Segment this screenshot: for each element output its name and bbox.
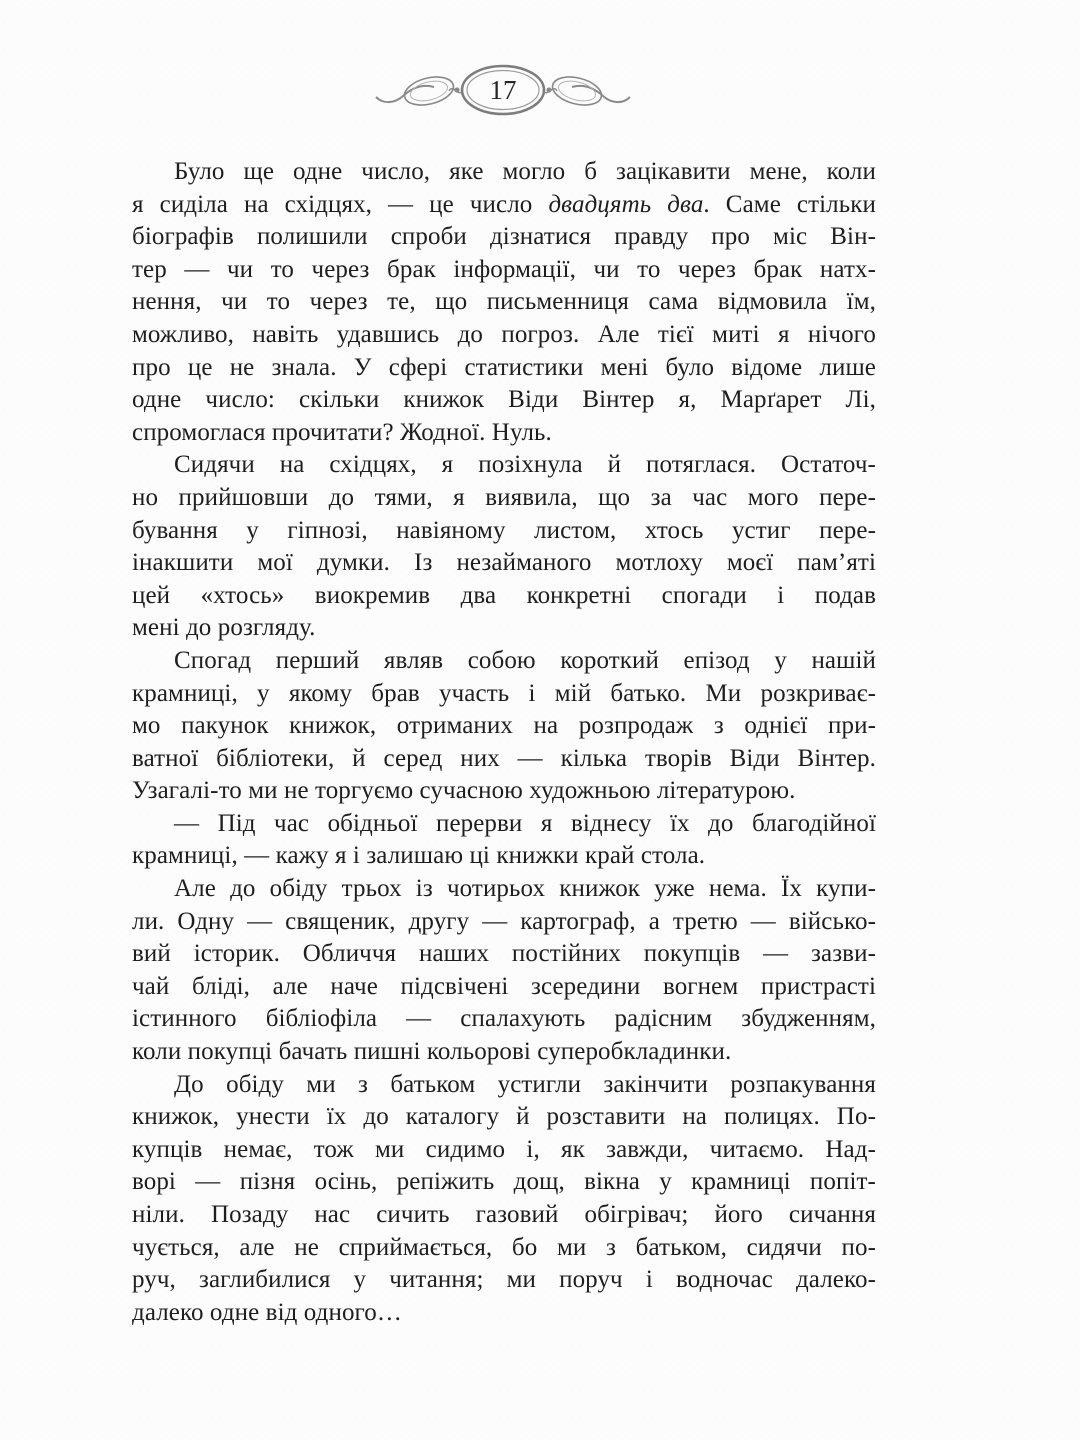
- text-segment: бування у гіпнозі, навіяному листом, хтось устиг пере-: [132, 516, 876, 544]
- text-segment: но прийшовши до тями, я виявила, що за час мого пере-: [132, 483, 876, 511]
- text-segment: можливо, навіть удавшись до погроз. Але тієї миті я нічого: [132, 320, 876, 348]
- text-line: [132, 286, 876, 319]
- text-line: [132, 873, 876, 906]
- text-segment: книжок, унести їх до каталогу й розставити на полицях. По-: [132, 1103, 876, 1131]
- text-segment: біографів полишили спроби дізнатися правду про міс Він-: [132, 223, 876, 251]
- text-line: [132, 547, 876, 580]
- text-line: [132, 482, 876, 515]
- text-line: [132, 612, 876, 645]
- text-line: [132, 1134, 876, 1167]
- text-segment: цей «хтось» виокремив два конкретні спогади і подав: [132, 581, 876, 609]
- text-segment: чай бліді, але наче підсвічені зсередини вогнем пристрасті: [132, 972, 876, 1000]
- text-line: [132, 840, 876, 873]
- text-segment: руч, заглибилися у читання; ми поруч і водночас далеко-: [132, 1266, 876, 1294]
- text-segment: мо пакунок книжок, отриманих на розпродаж з однієї при-: [132, 712, 876, 740]
- text-line: [132, 1232, 876, 1265]
- text-line: [132, 971, 876, 1004]
- paragraph: [132, 808, 876, 873]
- text-line: [132, 384, 876, 417]
- text-segment: Спогад перший являв собою короткий епізод у нашій: [174, 646, 876, 674]
- text-segment: далеко одне від одного…: [132, 1298, 402, 1326]
- text-segment: інакшити мої думки. Із незайманого мотлоху моєї пам’яті: [132, 549, 876, 577]
- text-line: [132, 189, 876, 222]
- paragraph: [132, 156, 876, 449]
- text-segment: ворі — пізня осінь, репіжить дощ, вікна у крамниці попіт-: [132, 1168, 876, 1196]
- flourish-left-icon: [376, 72, 463, 109]
- text-line: [132, 710, 876, 743]
- italic-text: двадцять два: [548, 190, 704, 218]
- text-segment: Узагалі-то ми не торгуємо сучасною художньою літературою.: [132, 777, 796, 805]
- text-line: [132, 743, 876, 776]
- text-line: [132, 808, 876, 841]
- text-line: [132, 938, 876, 971]
- text-segment: . Саме стільки: [703, 190, 876, 218]
- text-segment: мені до розгляду.: [132, 614, 316, 642]
- header-ornament: [373, 60, 633, 120]
- text-line: [132, 1264, 876, 1297]
- paragraph: [132, 449, 876, 645]
- text-segment: купців немає, тож ми сидимо і, як завжди, читаємо. Над-: [132, 1135, 876, 1163]
- text-segment: До обіду ми з батьком устигли закінчити розпакування: [174, 1070, 876, 1098]
- text-line: [132, 254, 876, 287]
- text-line: [132, 1199, 876, 1232]
- text-line: [132, 1069, 876, 1102]
- text-segment: тер — чи то через брак інформації, чи то через брак натх-: [132, 255, 876, 283]
- text-segment: крамниці, у якому брав участь і мій батько. Ми розкриває-: [132, 679, 876, 707]
- text-line: [132, 1297, 876, 1330]
- text-segment: Сидячи на східцях, я позіхнула й потяглася. Остаточ-: [174, 451, 876, 479]
- text-segment: ніли. Позаду нас сичить газовий обігрівач; його сичання: [132, 1201, 876, 1228]
- text-line: [132, 319, 876, 352]
- text-line: [132, 775, 876, 808]
- text-segment: крамниці, — кажу я і залишаю ці книжки край стола.: [132, 842, 706, 870]
- text-line: [132, 1003, 876, 1036]
- text-segment: про це не знала. У сфері статистики мені було відоме лише: [132, 353, 876, 381]
- text-segment: істинного бібліофіла — спалахують радісним збудженням,: [132, 1005, 876, 1033]
- page-number: 17: [489, 75, 517, 105]
- text-segment: одне число: скільки книжок Віди Вінтер я, Марґарет Лі,: [132, 386, 876, 414]
- text-line: [132, 515, 876, 548]
- text-segment: Було ще одне число, яке могло б зацікавити мене, коли: [174, 158, 876, 185]
- text-line: [132, 678, 876, 711]
- paragraph: [132, 645, 876, 808]
- text-segment: — Під час обідньої перерви я віднесу їх до благодійної: [174, 809, 876, 837]
- text-segment: Але до обіду трьох із чотирьох книжок уже нема. Їх купи-: [174, 875, 876, 903]
- text-line: [132, 1101, 876, 1134]
- paragraph: [132, 1069, 876, 1330]
- text-line: [132, 352, 876, 385]
- text-segment: коли покупці бачать пишні кольорові суперобкладинки.: [132, 1038, 732, 1066]
- text-segment: ватної бібліотеки, й серед них — кілька творів Віди Вінтер.: [132, 744, 876, 772]
- text-segment: нення, чи то через те, що письменниця сама відмовила їм,: [132, 288, 876, 316]
- text-line: [132, 156, 876, 189]
- text-line: [132, 221, 876, 254]
- text-segment: спромоглася прочитати? Жодної. Нуль.: [132, 418, 552, 446]
- text-segment: я сиділа на східцях, — це число: [132, 190, 549, 218]
- text-line: [132, 449, 876, 482]
- text-segment: вий історик. Обличчя наших постійних покупців — зазви-: [132, 940, 876, 968]
- paragraph: [132, 873, 876, 1069]
- text-line: [132, 645, 876, 678]
- text-line: [132, 906, 876, 939]
- text-line: [132, 1166, 876, 1199]
- text-line: [132, 1036, 876, 1069]
- text-line: [132, 417, 876, 450]
- text-segment: чується, але не сприймається, бо ми з батьком, сидячи по-: [132, 1233, 876, 1261]
- text-segment: ли. Одну — священик, другу — картограф, а третю — військо-: [132, 907, 876, 935]
- page-text: [132, 156, 876, 1329]
- text-line: [132, 580, 876, 613]
